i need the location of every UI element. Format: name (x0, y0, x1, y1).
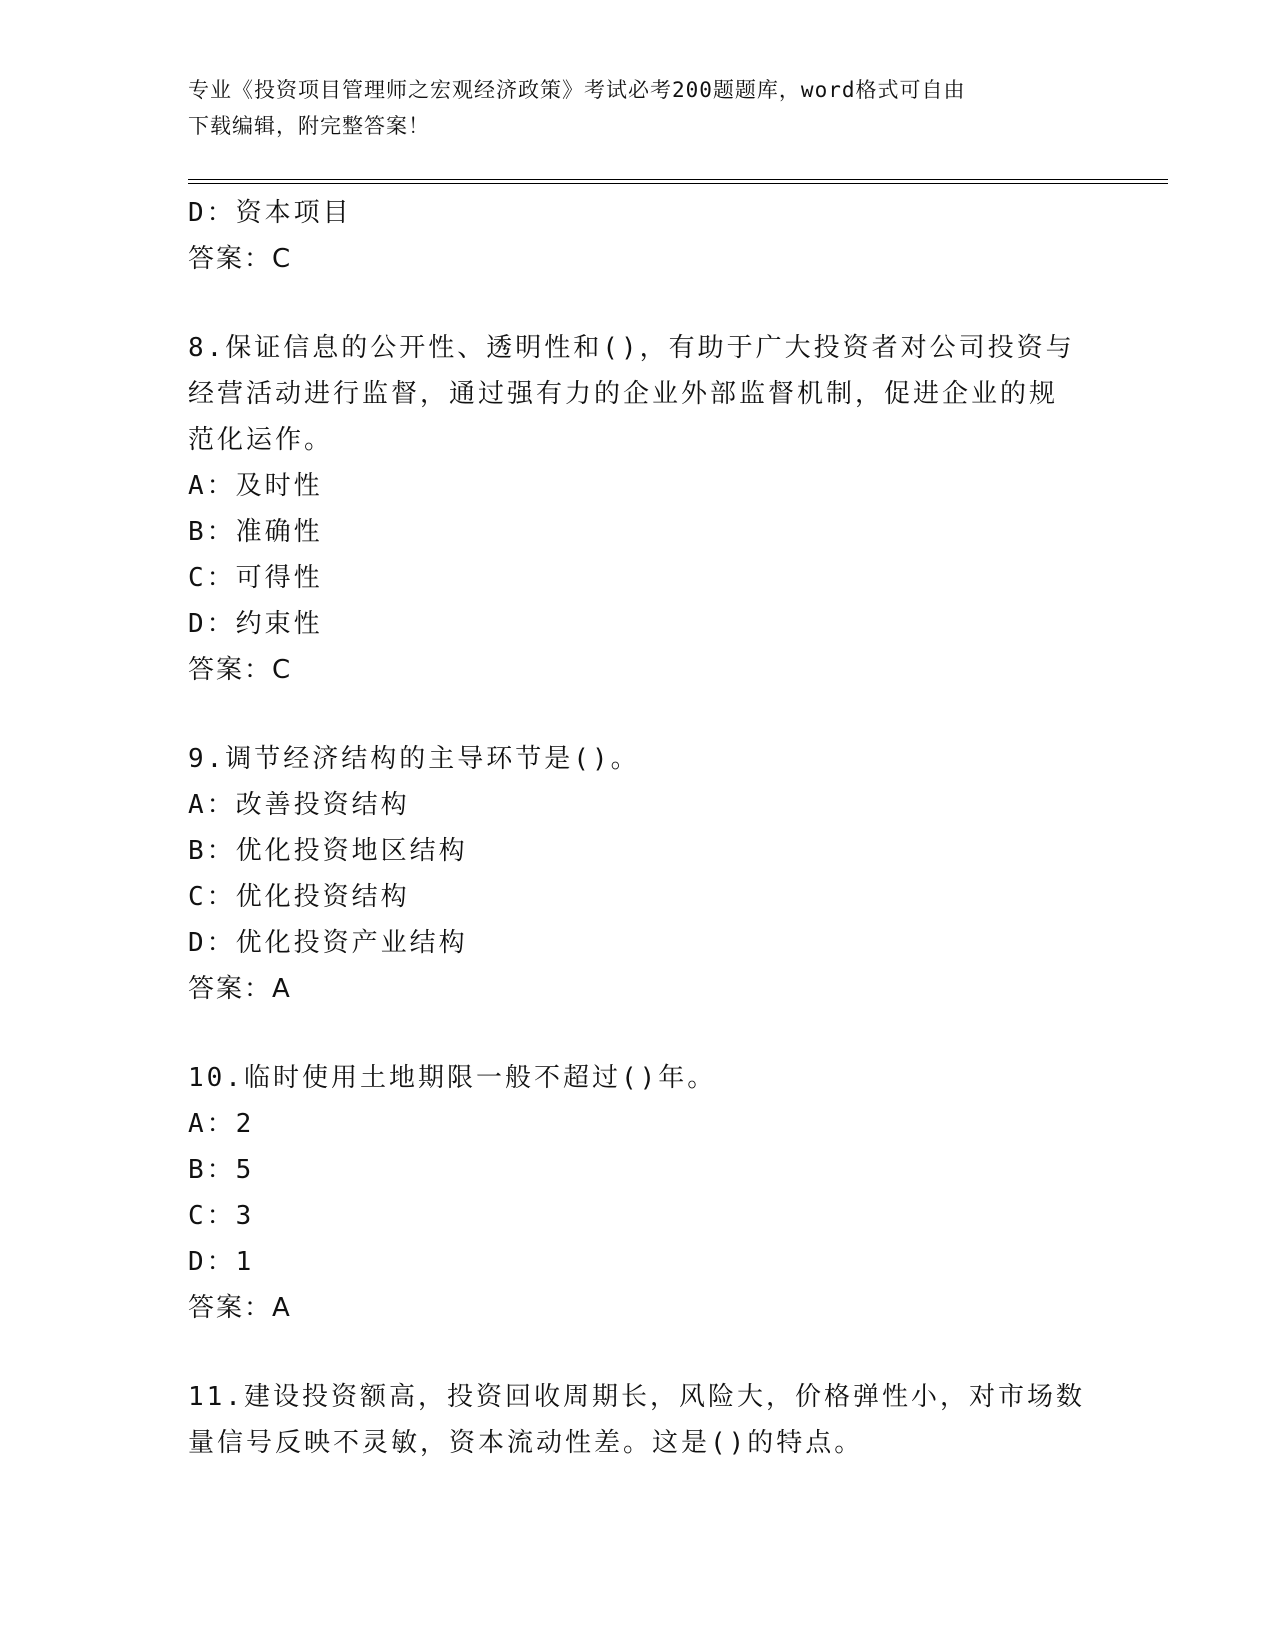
answer-line: 答案：C (188, 655, 293, 685)
question-11 (188, 1374, 1088, 1466)
option-c: C：3 (188, 1201, 255, 1231)
option-b: B：5 (188, 1155, 255, 1185)
option-b: B：准确性 (188, 517, 323, 547)
question-text-line: 量信号反映不灵敏，资本流动性差。这是()的特点。 (188, 1428, 864, 1458)
option-d: D：1 (188, 1247, 255, 1277)
option-a: A：及时性 (188, 471, 323, 501)
question-text-line: 范化运作。 (188, 425, 334, 455)
header-divider (188, 179, 1168, 184)
question-text-line: 8.保证信息的公开性、透明性和()，有助于广大投资者对公司投资与 (188, 333, 1075, 363)
question-9 (188, 736, 1088, 1012)
header-line-1: 专业《投资项目管理师之宏观经济政策》考试必考200题题库，word格式可自由 (188, 78, 966, 102)
option-d: D：优化投资产业结构 (188, 928, 468, 958)
option-d: D：资本项目 (188, 198, 352, 228)
option-c: C：优化投资结构 (188, 882, 410, 912)
option-d: D：约束性 (188, 609, 323, 639)
option-b: B：优化投资地区结构 (188, 836, 468, 866)
header-line-2: 下载编辑，附完整答案！ (188, 114, 430, 138)
option-c: C：可得性 (188, 563, 323, 593)
option-a: A：2 (188, 1109, 255, 1139)
question-text-line: 9.调节经济结构的主导环节是()。 (188, 744, 640, 774)
page-header (188, 72, 1088, 144)
question-text-line: 10.临时使用土地期限一般不超过()年。 (188, 1063, 717, 1093)
option-a: A：改善投资结构 (188, 790, 410, 820)
question-text-line: 经营活动进行监督，通过强有力的企业外部监督机制，促进企业的规 (188, 379, 1059, 409)
answer-line: 答案：A (188, 1293, 292, 1323)
question-8 (188, 325, 1088, 693)
answer-line: 答案：C (188, 244, 293, 274)
answer-line: 答案：A (188, 974, 292, 1004)
question-text-line: 11.建设投资额高，投资回收周期长，风险大，价格弹性小，对市场数 (188, 1382, 1085, 1412)
document-body (188, 190, 1088, 1466)
question-10 (188, 1055, 1088, 1331)
